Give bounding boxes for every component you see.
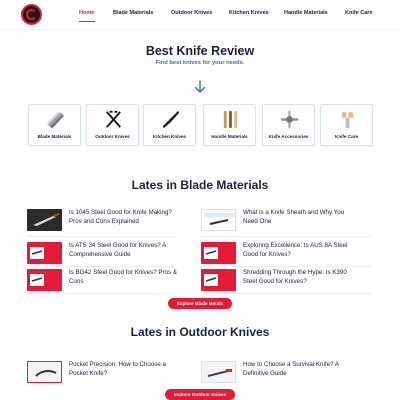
- category-label: Outdoor Knives: [95, 134, 130, 139]
- knife-sheath-photo: [201, 209, 236, 231]
- divider: [201, 266, 373, 267]
- section-title-outdoor-knives: Lates in Outdoor Knives: [130, 325, 270, 339]
- article-card[interactable]: [201, 269, 351, 293]
- category-outdoor-knives[interactable]: [86, 104, 139, 146]
- category-kitchen-knives[interactable]: [143, 104, 196, 146]
- category-label: Kitchen Knives: [152, 134, 187, 139]
- red-banner-knife: [27, 242, 62, 264]
- main-nav: [0, 10, 400, 22]
- nav-item-blade-materials[interactable]: Blade Materials: [113, 10, 154, 16]
- red-banner-knife: [201, 269, 236, 291]
- divider: [27, 236, 175, 237]
- outdoor-knives-icon: [102, 108, 125, 131]
- article-title[interactable]: Pocket Precision: How to Choose a Pocket Knife?: [69, 361, 166, 377]
- article-card[interactable]: [27, 361, 177, 385]
- article-title[interactable]: What is a Knife Sheath and Why You Need One: [243, 209, 345, 225]
- red-banner-knife: [201, 242, 236, 264]
- hero-subtitle: Find best knives for your needs.: [155, 60, 245, 66]
- hero-title: Best Knife Review: [145, 44, 255, 58]
- category-knife-accessories[interactable]: [262, 104, 315, 146]
- section-title-blade-materials: Lates in Blade Materials: [131, 178, 269, 192]
- article-title[interactable]: Is ATS 34 Steel Good for Knives? A Comprehensive Guide: [69, 242, 166, 258]
- nav-item-kitchen-knives[interactable]: Kitchen Knives: [229, 10, 269, 16]
- category-label: Blade Materials: [37, 134, 72, 139]
- divider: [201, 236, 373, 237]
- explore-outdoor-knives-button[interactable]: Explore Outdoor Knives: [165, 389, 235, 400]
- category-blade-materials[interactable]: [28, 104, 81, 146]
- arrow-down-icon: [193, 80, 207, 94]
- article-title[interactable]: Is BG42 Steel Good for Knives? Pros & Cons: [69, 269, 177, 285]
- category-knife-care[interactable]: [320, 104, 373, 146]
- category-handle-materials[interactable]: [203, 104, 256, 146]
- category-label: Handle Materials: [211, 134, 248, 139]
- kitchen-knife-icon: [159, 108, 182, 131]
- explore-blade-metals-button[interactable]: Explore Blade Metals: [168, 298, 232, 309]
- article-card[interactable]: [27, 209, 177, 233]
- nav-active-indicator: [79, 21, 95, 22]
- article-card[interactable]: [201, 209, 351, 233]
- divider: [27, 293, 175, 294]
- divider: [201, 293, 373, 294]
- article-title[interactable]: Shredding Through the Hype: Is K390 Steel Good for Knives?: [243, 269, 347, 285]
- article-title[interactable]: Exploring Excellence: Is AUS 8A Steel Good for Knives?: [243, 242, 348, 258]
- article-title[interactable]: Is 1045 Steel Good for Knife Making? Pros and Cons Explained: [69, 209, 172, 225]
- divider: [27, 266, 175, 267]
- survival-knife-photo: [201, 361, 236, 383]
- nav-item-handle-materials[interactable]: Handle Materials: [284, 10, 328, 16]
- category-label: Knife Care: [335, 134, 358, 139]
- dark-knife-photo: [27, 209, 62, 231]
- nav-item-outdoor-knives[interactable]: Outdoor Knives: [171, 10, 213, 16]
- article-title[interactable]: How to Choose a Survival Knife? A Definitive Guide: [243, 361, 339, 377]
- handle-materials-icon: [219, 108, 242, 131]
- knife-care-icon: [336, 108, 359, 131]
- blade-materials-icon: [44, 108, 67, 131]
- site-header: [0, 0, 400, 30]
- article-card[interactable]: [27, 242, 177, 266]
- knife-accessories-icon: [278, 108, 301, 131]
- nav-item-knife-care[interactable]: Knife Care: [345, 10, 373, 16]
- category-label: Knife Accessories: [268, 134, 309, 139]
- pocket-knife-photo: [27, 361, 62, 383]
- nav-item-home[interactable]: Home: [79, 10, 95, 16]
- article-card[interactable]: [201, 361, 351, 385]
- red-banner-knife: [27, 269, 62, 291]
- article-card[interactable]: [27, 269, 177, 293]
- article-card[interactable]: [201, 242, 351, 266]
